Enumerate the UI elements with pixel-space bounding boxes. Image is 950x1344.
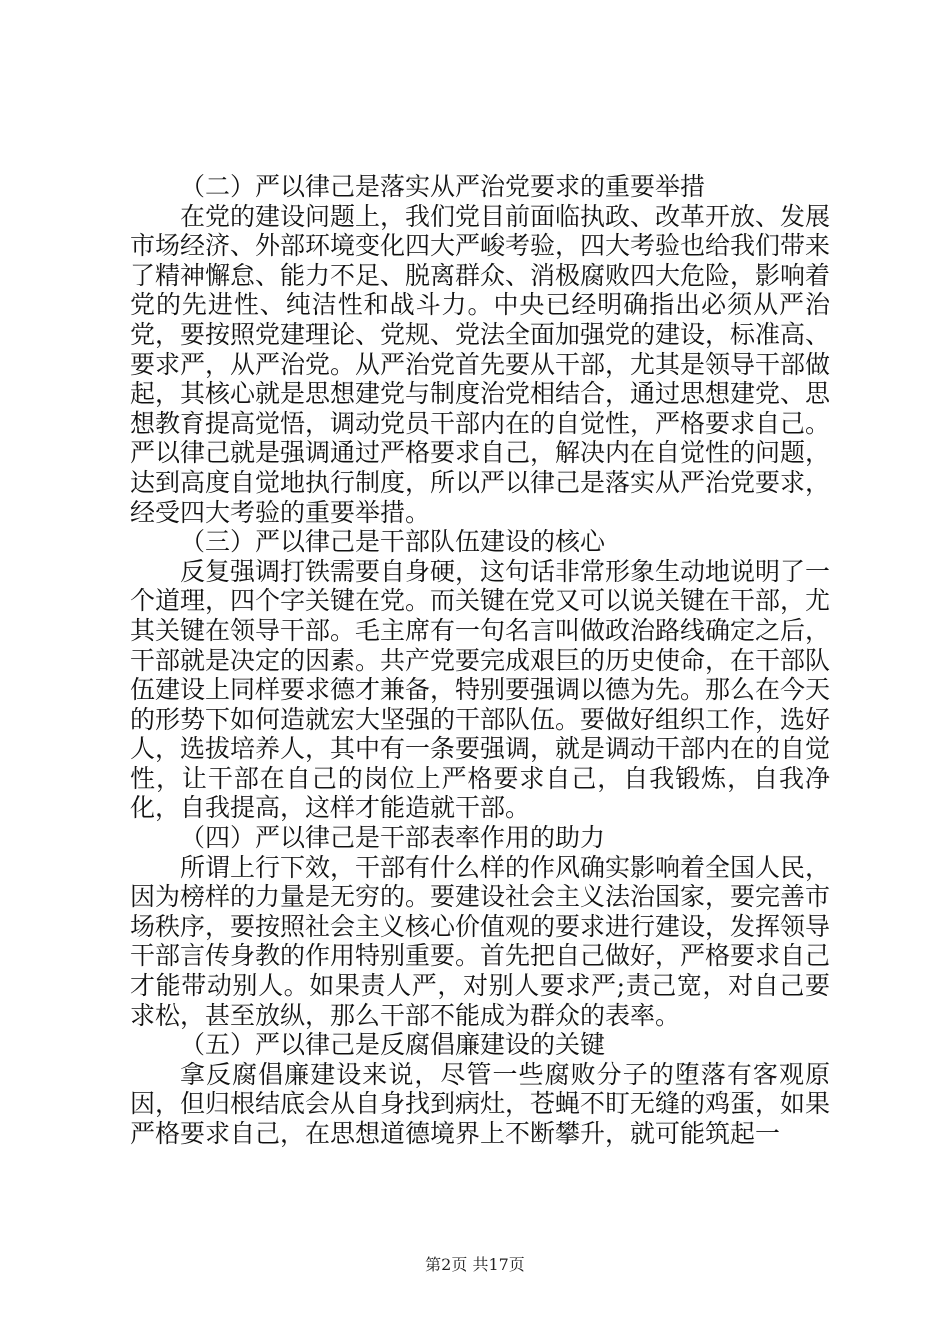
document-body — [130, 172, 830, 1149]
page-footer: 第2页 共17页 — [425, 1255, 525, 1274]
paragraph-section-2: 在党的建设问题上，我们党目前面临执政、改革开放、发展市场经济、外部环境变化四大严峻考验，四大考验也给我们带来了精神懈怠、能力不足、脱离群众、消极腐败四大危险，影响着党的先进性、纯洁性和战斗力。中央已经明确指出必须从严治党，要按照党建理论、党规、党法全面加强党的建设，标准高、要求严，从严治党。从严治党首先要从干部，尤其是领导干部做起，其核心就是思想建党与制度治党相结合，通过思想建党、思想教育提高觉悟，调动党员干部内在的自觉性，严格要求自己。严以律己就是强调通过严格要求自己，解决内在自觉性的问题，达到高度自觉地执行制度，所以严以律己是落实从严治党要求，经受四大考验的重要举措。 — [130, 201, 831, 527]
section-heading-2: （二）严以律己是落实从严治党要求的重要举措 — [180, 172, 706, 201]
section-heading-5: （五）严以律己是反腐倡廉建设的关键 — [180, 1030, 606, 1060]
paragraph-section-4: 所谓上行下效，干部有什么样的作风确实影响着全国人民，因为榜样的力量是无穷的。要建设社会主义法治国家，要完善市场秩序，要按照社会主义核心价值观的要求进行建设，发挥领导干部言传身教的作用特别重要。首先把自己做好，严格要求自己才能带动别人。如果责人严，对别人要求严;责己宽，对自己要求松，甚至放纵，那么干部不能成为群众的表率。 — [130, 852, 831, 1030]
paragraph-section-3: 反复强调打铁需要自身硬，这句话非常形象生动地说明了一个道理，四个字关键在党。而关键在党又可以说关键在干部，尤其关键在领导干部。毛主席有一句名言叫做政治路线确定之后，干部就是决定的因素。共产党要完成艰巨的历史使命，在干部队伍建设上同样要求德才兼备，特别要强调以德为先。那么在今天的形势下如何造就宏大坚强的干部队伍。要做好组织工作，选好人，选拔培养人，其中有一条要强调，就是调动干部内在的自觉性，让干部在自己的岗位上严格要求自己，自我锻炼，自我净化，自我提高，这样才能造就干部。 — [130, 556, 831, 823]
section-heading-3: （三）严以律己是干部队伍建设的核心 — [180, 527, 606, 557]
section-heading-4: （四）严以律己是干部表率作用的助力 — [180, 823, 606, 853]
paragraph-section-5: 拿反腐倡廉建设来说，尽管一些腐败分子的堕落有客观原因，但归根结底会从自身找到病灶，苍蝇不盯无缝的鸡蛋，如果严格要求自己，在思想道德境界上不断攀升，就可能筑起一 — [130, 1059, 831, 1148]
